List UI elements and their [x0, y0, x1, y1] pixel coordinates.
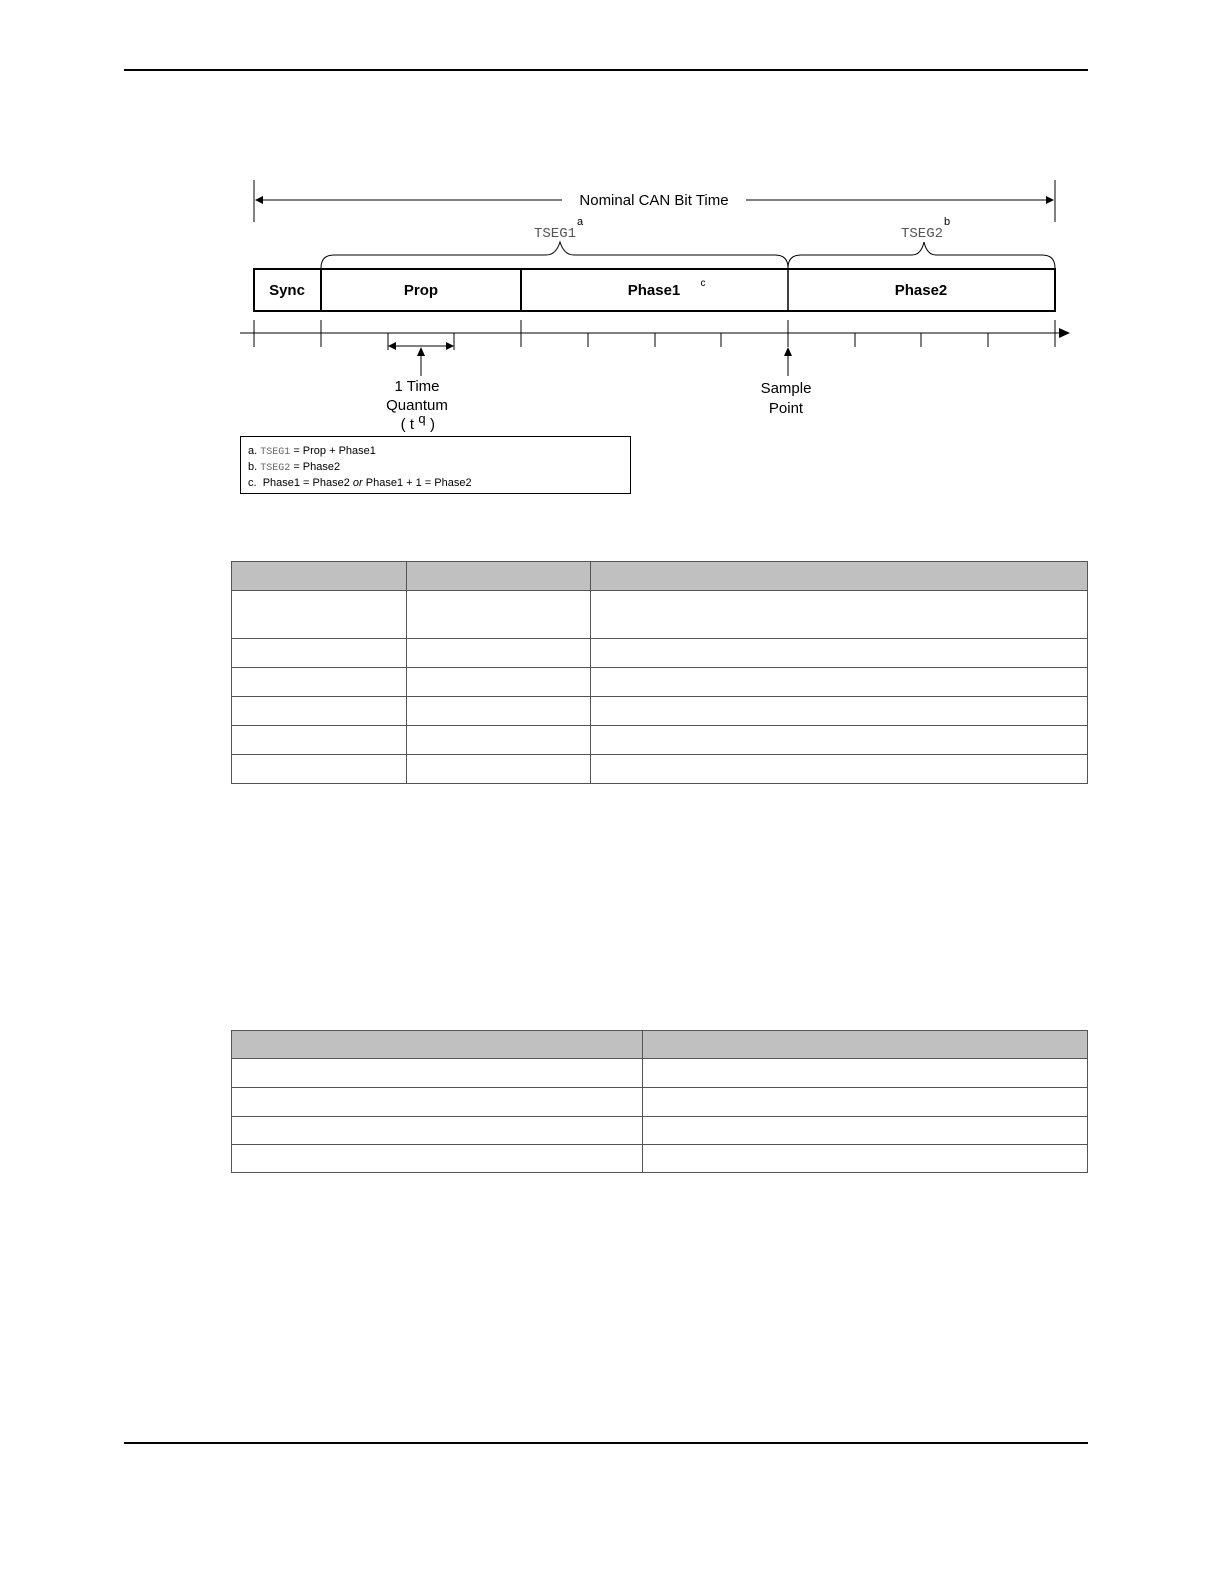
note-c: c. Phase1 = Phase2 or Phase1 + 1 = Phase2 — [248, 477, 472, 489]
tseg1-brace — [321, 242, 788, 268]
bit-timing-parameter-table — [231, 561, 1088, 784]
segment-prop: Prop — [403, 282, 439, 299]
table-row — [232, 1059, 1088, 1088]
table-header-cell — [232, 562, 407, 591]
second-parameter-table — [231, 1030, 1088, 1173]
table-row — [232, 1145, 1088, 1173]
time-quantum-line1: 1 Time — [394, 378, 440, 395]
bit-time-title: Nominal CAN Bit Time — [579, 192, 729, 209]
segment-sync: Sync — [269, 282, 305, 299]
time-axis-ticks — [254, 320, 1055, 350]
table-header-cell — [643, 1031, 1088, 1059]
sample-point-line1: Sample — [760, 380, 812, 397]
table-header-cell — [407, 562, 591, 591]
table-row — [232, 639, 1088, 668]
segment-phase1: Phase1 — [627, 282, 681, 299]
footer-rule — [124, 1442, 1088, 1444]
tseg2-label: TSEG2 — [900, 226, 943, 242]
time-quantum-line2: Quantum — [386, 397, 448, 414]
tseg2-brace — [788, 242, 1055, 268]
tseg2-superscript: b — [943, 216, 951, 228]
segment-phase2: Phase2 — [894, 282, 948, 299]
time-quantum-open: ( t — [400, 416, 414, 433]
tseg1-superscript: a — [576, 216, 584, 228]
time-axis-arrowhead — [1059, 328, 1070, 338]
table-row — [232, 668, 1088, 697]
diagram-notes — [240, 436, 631, 494]
table-row — [232, 726, 1088, 755]
tseg1-label: TSEG1 — [533, 226, 576, 242]
table-header-cell — [232, 1031, 643, 1059]
note-b: b. TSEG2 = Phase2 — [248, 461, 341, 474]
table-row — [232, 1088, 1088, 1117]
note-a: a. TSEG1 = Prop + Phase1 — [248, 445, 376, 458]
left-arrowhead — [255, 196, 263, 204]
sample-point-line2: Point — [768, 400, 804, 417]
right-arrowhead — [1046, 196, 1054, 204]
time-quantum-subscript: q — [418, 411, 426, 426]
table-row — [232, 591, 1088, 639]
table-row — [232, 1117, 1088, 1145]
table-header-cell — [591, 562, 1088, 591]
table-row — [232, 697, 1088, 726]
table-row — [232, 755, 1088, 784]
phase1-superscript: c — [700, 278, 706, 289]
time-quantum-close: ) — [430, 416, 435, 433]
